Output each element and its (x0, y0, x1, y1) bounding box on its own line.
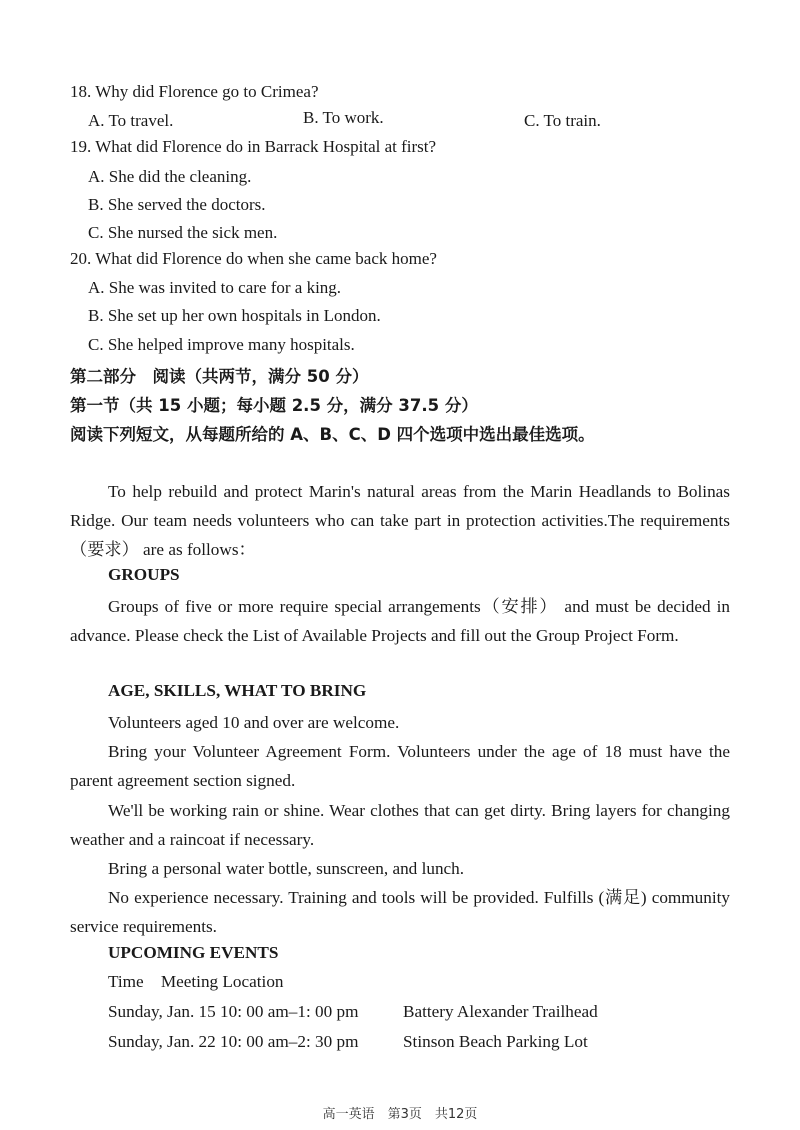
passage-intro: To help rebuild and protect Marin's natural areas from the Marin Headlands to Bolinas Ridge. Our team needs volunteers who can take part in protection activities.The requirements（要求） are as follows： (70, 482, 730, 559)
upcoming-events-heading: UPCOMING EVENTS (108, 943, 279, 962)
section-part-title: 第二部分 阅读（共两节，满分 50 分） (70, 367, 369, 386)
event-2-time: Sunday, Jan. 22 10: 00 am–2: 30 pm (108, 1032, 359, 1051)
event-1-time: Sunday, Jan. 15 10: 00 am–1: 00 pm (108, 1002, 359, 1021)
question-18-option-c: C. To train. (524, 111, 601, 130)
question-20-option-a: A. She was invited to care for a king. (88, 278, 342, 297)
age-paragraph-3: We'll be working rain or shine. Wear clothes that can get dirty. Bring layers for changing weather and a raincoat if necessary. (70, 801, 730, 849)
question-19-option-a: A. She did the cleaning. (88, 167, 252, 186)
question-20-option-b: B. She set up her own hospitals in London. (88, 306, 381, 325)
page-footer: 高一英语 第3页 共12页 (322, 1107, 478, 1122)
age-paragraph-4: Bring a personal water bottle, sunscreen, and lunch. (108, 859, 465, 878)
question-18-option-a: A. To travel. (88, 111, 174, 130)
event-2-location: Stinson Beach Parking Lot (403, 1032, 588, 1051)
subsection-title: 第一节（共 15 小题；每小题 2.5 分，满分 37.5 分） (70, 396, 478, 415)
age-paragraph-2: Bring your Volunteer Agreement Form. Volunteers under the age of 18 must have the parent agreement section signed. (70, 742, 730, 790)
age-paragraph-1: Volunteers aged 10 and over are welcome. (108, 713, 400, 732)
groups-heading: GROUPS (108, 565, 180, 584)
event-1-location: Battery Alexander Trailhead (403, 1002, 598, 1021)
question-19-stem: 19. What did Florence do in Barrack Hospital at first? (70, 137, 437, 156)
question-20-option-c: C. She helped improve many hospitals. (88, 335, 355, 354)
groups-text: Groups of five or more require special arrangements（安排） and must be decided in advance. Please check the List of Available Projects and fill out the Group Project Form. (70, 597, 730, 645)
question-19-option-c: C. She nursed the sick men. (88, 223, 278, 242)
events-table-header: Time Meeting Location (108, 972, 284, 991)
question-19-option-b: B. She served the doctors. (88, 195, 266, 214)
question-18-option-b: B. To work. (303, 108, 384, 127)
reading-instruction: 阅读下列短文，从每题所给的 A、B、C、D 四个选项中选出最佳选项。 (70, 425, 595, 444)
age-skills-heading: AGE, SKILLS, WHAT TO BRING (108, 681, 367, 700)
question-20-stem: 20. What did Florence do when she came back home? (70, 249, 437, 268)
question-18-stem: 18. Why did Florence go to Crimea? (70, 82, 319, 101)
age-paragraph-5: No experience necessary. Training and tools will be provided. Fulfills (满足) community service requirements. (70, 888, 730, 936)
